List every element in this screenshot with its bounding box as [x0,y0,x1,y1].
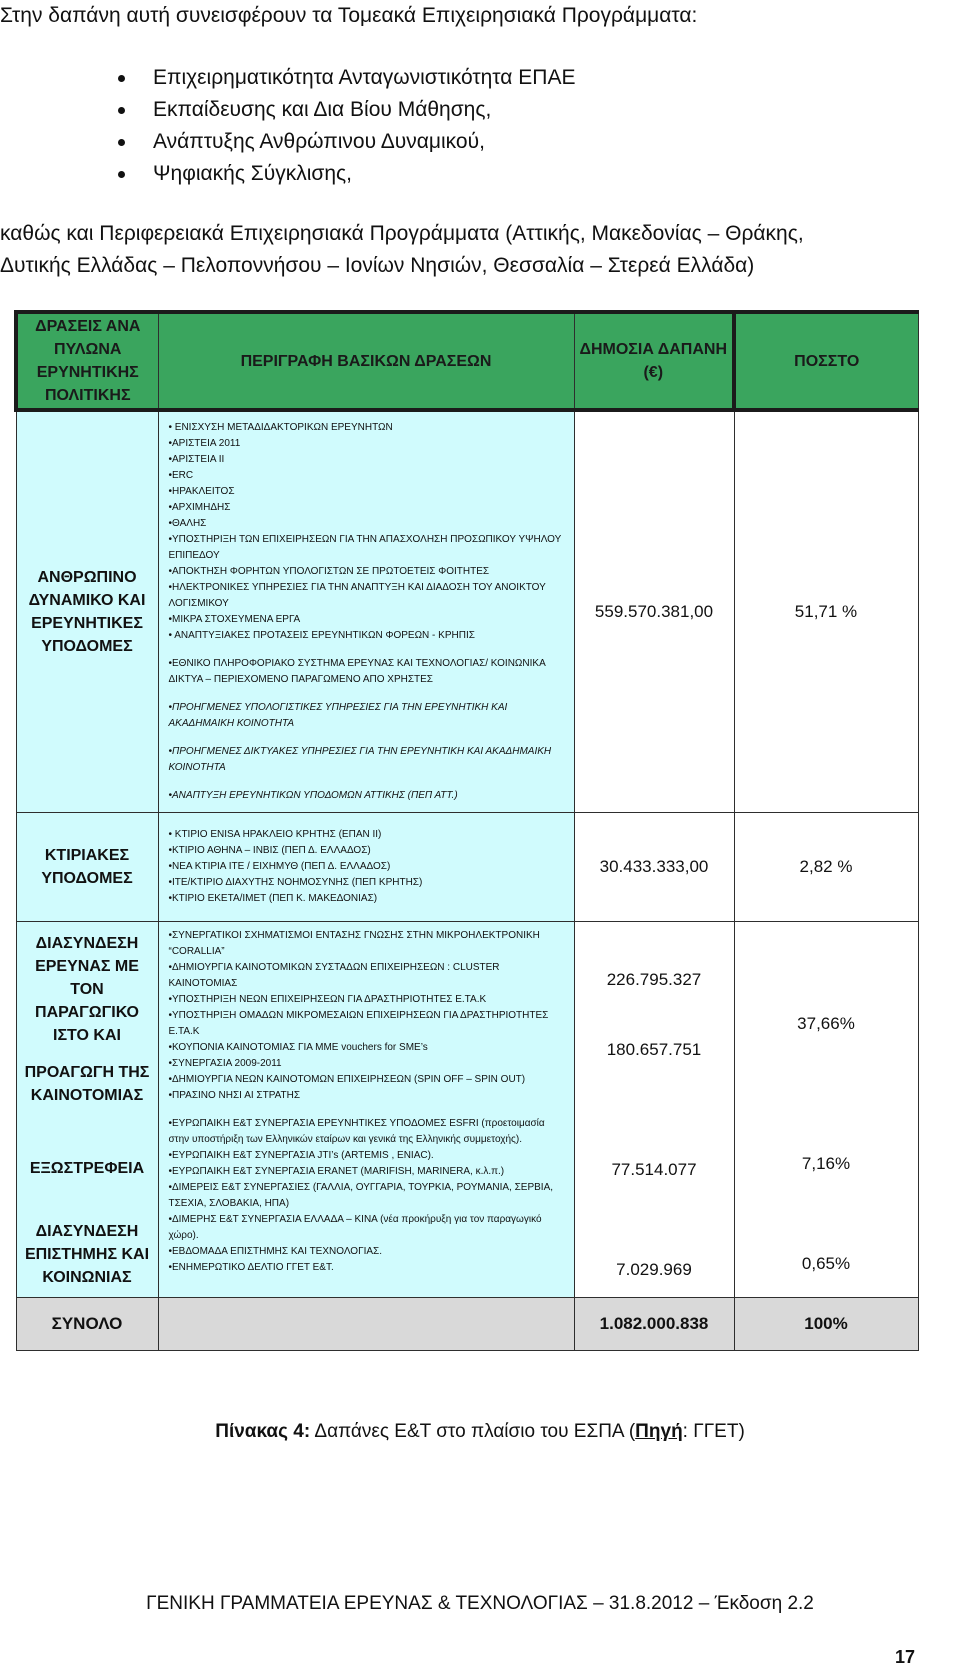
list-item: Επιχειρηματικότητα Ανταγωνιστικότητα ΕΠΑΕ [115,62,575,94]
total-row [16,1298,918,1351]
action-item: •ΚΤΙΡΙΟ ΑΘΗΝΑ – ΙΝΒΙΣ (ΠΕΠ Δ. ΕΛΛΑΔΟΣ) [168,845,371,856]
header-public-spend: ΔΗΜΟΣΙΑ ΔΑΠΑΝΗ (€) [574,312,734,410]
table-caption [0,1421,960,1443]
action-item: •ΘΑΛΗΣ [168,518,207,529]
percent-cell: 2,82 % [734,813,918,922]
action-item: •ΕΒΔΟΜΑΔΑ ΕΠΙΣΤΗΜΗΣ ΚΑΙ ΤΕΧΝΟΛΟΓΙΑΣ. [168,1246,383,1257]
action-item: •ΗΡΑΚΛΕΙΤΟΣ [168,486,235,497]
list-item: Εκπαίδευσης και Δια Βίου Μάθησης, [115,94,575,126]
action-item: •ΜΙΚΡΑ ΣΤΟΧΕΥΜΕΝΑ ΕΡΓΑ [168,614,301,625]
table-header-row [16,312,918,410]
page-number: 17 [895,1647,916,1667]
table-row [16,813,918,922]
action-item: •ΑΡΙΣΤΕΙΑ 2011 [168,438,241,449]
total-description [158,1298,574,1351]
pillar-label: ΔΙΑΣΥΝΔΕΣΗ ΕΠΙΣΤΗΜΗΣ ΚΑΙ ΚΟΙΝΩΝΙΑΣ [24,1223,150,1286]
amount-cell: 30.433.333,00 [574,813,734,922]
paragraph-line: καθώς και Περιφερειακά Επιχειρησιακά Προγράμματα (Αττικής, Μακεδονίας – Θράκης, [0,222,804,245]
action-item: •ΠΡΑΣΙΝΟ ΝΗΣΙ ΑΙ ΣΤΡΑΤΗΣ [168,1090,301,1101]
action-item: •ERC [168,470,194,481]
intro-text: Στην δαπάνη αυτή συνεισφέρουν τα Τομεακά Επιχειρησιακά Προγράμματα: [0,4,698,27]
amount-value: 226.795.327 [606,970,702,989]
description-cell [158,813,574,922]
table-row [16,410,918,813]
action-item: •ΚΤΙΡΙΟ ΕΚΕΤΑ/ΙΜΕΤ (ΠΕΠ Κ. ΜΑΚΕΔΟΝΙΑΣ) [168,893,378,904]
description-cell [158,410,574,813]
action-item: •ΥΠΟΣΤΗΡΙΞΗ ΤΩΝ ΕΠΙΧΕΙΡΗΣΕΩΝ ΓΙΑ ΤΗΝ ΑΠΑΣΧΟΛΗΣΗ ΠΡΟΣΩΠΙΚΟΥ ΥΨΗΛΟΥ ΕΠΙΠΕΔΟΥ [168,534,562,561]
caption-text: Δαπάνες Ε&Τ στο πλαίσιο του ΕΣΠΑ ( [310,1421,636,1442]
action-item: • ΕΝΙΣΧΥΣΗ ΜΕΤΑΔΙΔΑΚΤΟΡΙΚΩΝ ΕΡΕΥΝΗΤΩΝ [168,422,393,433]
pillar-label: ΔΙΑΣΥΝΔΕΣΗ ΕΡΕΥΝΑΣ ΜΕ ΤΟΝ ΠΑΡΑΓΩΓΙΚΟ ΙΣΤΟ ΚΑΙ [35,935,139,1044]
pillar-label: ΠΡΟΑΓΩΓΗ ΤΗΣ ΚΑΙΝΟΤΟΜΙΑΣ [24,1064,150,1104]
action-item: •ΔΗΜΙΟΥΡΓΙΑ ΚΑΙΝΟΤΟΜΙΚΩΝ ΣΥΣΤΑΔΩΝ ΕΠΙΧΕΙΡΗΣΕΩΝ : CLUSTER ΚΑΙΝΟΤΟΜΙΑΣ [168,962,500,989]
total-label: ΣΥΝΟΛΟ [16,1298,158,1351]
pillar-cell [16,922,158,1298]
action-item: •ΠΡΟΗΓΜΕΝΕΣ ΥΠΟΛΟΓΙΣΤΙΚΕΣ ΥΠΗΡΕΣΙΕΣ ΓΙΑ ΤΗΝ ΕΡΕΥΝΗΤΙΚΗ ΚΑΙ ΑΚΑΔΗΜΑΙΚΗ ΚΟΙΝΟΤΗΤΑ [168,702,508,729]
amount-cell: 559.570.381,00 [574,410,734,813]
amount-cell [574,922,734,1298]
action-item: •ΙΤΕ/ΚΤΙΡΙΟ ΔΙΑΧΥΤΗΣ ΝΟΗΜΟΣΥΝΗΣ (ΠΕΠ ΚΡΗΤΗΣ) [168,877,423,888]
percent-value: 7,16% [801,1154,851,1173]
action-item: •ΑΡΧΙΜΗΔΗΣ [168,502,231,513]
list-item: Ανάπτυξης Ανθρώπινου Δυναμικού, [115,126,575,158]
description-cell [158,922,574,1298]
percent-cell [734,922,918,1298]
action-item: •ΑΝΑΠΤΥΞΗ ΕΡΕΥΝΗΤΙΚΩΝ ΥΠΟΔΟΜΩΝ ΑΤΤΙΚΗΣ (ΠΕΠ ΑΤΤ.) [168,790,458,801]
caption-source-label: Πηγή [635,1421,683,1442]
total-percent: 100% [734,1298,918,1351]
pillar-cell: ΑΝΘΡΩΠΙΝΟ ΔΥΝΑΜΙΚΟ ΚΑΙ ΕΡΕΥΝΗΤΙΚΕΣ ΥΠΟΔΟΜΕΣ [16,410,158,813]
action-item: •ΣΥΝΕΡΓΑΣΙΑ 2009-2011 [168,1058,282,1069]
spending-table [14,310,919,1351]
action-item: •ΔΙΜΕΡΗΣ Ε&Τ ΣΥΝΕΡΓΑΣΙΑ ΕΛΛΑΔΑ – ΚΙΝΑ (νέα προκήρυξη για τον παραγωγικό χώρο). [168,1214,542,1241]
amount-value: 7.029.969 [616,1260,692,1279]
action-item: •ΕΥΡΩΠΑΙΚΗ Ε&Τ ΣΥΝΕΡΓΑΣΙΑ JTI’s (ARTEMIS , ENIAC). [168,1150,434,1161]
amount-value: 77.514.077 [611,1160,697,1179]
header-description: ΠΕΡΙΓΡΑΦΗ ΒΑΣΙΚΩΝ ΔΡΑΣΕΩΝ [158,312,574,410]
pillar-label: ΕΞΩΣΤΡΕΦΕΙΑ [29,1160,145,1177]
action-item: • ΚΤΙΡΙΟ ENISA ΗΡΑΚΛΕΙΟ ΚΡΗΤΗΣ (ΕΠΑΝ ΙΙ) [168,829,382,840]
list-item: Ψηφιακής Σύγκλισης, [115,158,575,190]
action-item: •ΥΠΟΣΤΗΡΙΞΗ ΝΕΩΝ ΕΠΙΧΕΙΡΗΣΕΩΝ ΓΙΑ ΔΡΑΣΤΗΡΙΟΤΗΤΕΣ Ε.ΤΑ.Κ [168,994,487,1005]
percent-value: 0,65% [801,1254,851,1273]
program-list [115,62,575,190]
action-item: •ΣΥΝΕΡΓΑΤΙΚΟΙ ΣΧΗΜΑΤΙΣΜΟΙ ΕΝΤΑΣΗΣ ΓΝΩΣΗΣ ΣΤΗΝ ΜΙΚΡΟΗΛΕΚΤΡΟΝΙΚΗ “CORALLIA” [168,930,540,957]
caption-source: : ΓΓΕΤ) [682,1421,745,1442]
action-item: • ΑΝΑΠΤΥΞΙΑΚΕΣ ΠΡΟΤΑΣΕΙΣ ΕΡΕΥΝΗΤΙΚΩΝ ΦΟΡΕΩΝ - ΚΡΗΠΙΣ [168,630,475,641]
table-row [16,922,918,1298]
action-item: •ΕΝΗΜΕΡΩΤΙΚΟ ΔΕΛΤΙΟ ΓΓΕΤ Ε&Τ. [168,1262,334,1273]
total-amount: 1.082.000.838 [574,1298,734,1351]
action-item: •ΔΙΜΕΡΕΙΣ Ε&Τ ΣΥΝΕΡΓΑΣΙΕΣ (ΓΑΛΛΙΑ, ΟΥΓΓΑΡΙΑ, ΤΟΥΡΚΙΑ, ΡΟΥΜΑΝΙΑ, ΣΕΡΒΙΑ, ΤΣΕΧΙΑ, ΣΛΟΒΑΚΙΑ, ΗΠΑ) [168,1182,554,1209]
action-item: •ΕΥΡΩΠΑΙΚΗ Ε&Τ ΣΥΝΕΡΓΑΣΙΑ ΕΡΕΥΝΗΤΙΚΕΣ ΥΠΟΔΟΜΕΣ ESFRI (προετοιμασία στην υποστήριξη των Ελληνικών εταίρων και γενικά της Ελληνικής συμμετοχής). [168,1118,545,1145]
regional-programs-paragraph [0,218,960,282]
action-item: •ΝΕΑ ΚΤΙΡΙΑ ΙΤΕ / ΕΙΧΗΜΥΘ (ΠΕΠ Δ. ΕΛΛΑΔΟΣ) [168,861,391,872]
percent-value: 37,66% [797,1014,855,1033]
action-item: •ΗΛΕΚΤΡΟΝΙΚΕΣ ΥΠΗΡΕΣΙΕΣ ΓΙΑ ΤΗΝ ΑΝΑΠΤΥΞΗ ΚΑΙ ΔΙΑΔΟΣΗ ΤΟΥ ΑΝΟΙΚΤΟΥ ΛΟΓΙΣΜΙΚΟΥ [168,582,546,609]
amount-value: 180.657.751 [606,1040,702,1059]
percent-cell: 51,71 % [734,410,918,813]
action-item: •ΑΡΙΣΤΕΙΑ ΙΙ [168,454,225,465]
paragraph-line: Δυτικής Ελλάδας – Πελοποννήσου – Ιονίων Νησιών, Θεσσαλία – Στερεά Ελλάδα) [0,254,755,277]
action-item: •ΠΡΟΗΓΜΕΝΕΣ ΔΙΚΤΥΑΚΕΣ ΥΠΗΡΕΣΙΕΣ ΓΙΑ ΤΗΝ ΕΡΕΥΝΗΤΙΚΗ ΚΑΙ ΑΚΑΔΗΜΑΙΚΗ ΚΟΙΝΟΤΗΤΑ [168,746,552,773]
action-item: •ΥΠΟΣΤΗΡΙΞΗ ΟΜΑΔΩΝ ΜΙΚΡΟΜΕΣΑΙΩΝ ΕΠΙΧΕΙΡΗΣΕΩΝ ΓΙΑ ΔΡΑΣΤΗΡΙΟΤΗΤΕΣ Ε.ΤΑ.Κ [168,1010,549,1037]
pillar-cell: ΚΤΙΡΙΑΚΕΣ ΥΠΟΔΟΜΕΣ [16,813,158,922]
caption-label: Πίνακας 4: [215,1421,311,1442]
header-percent: ΠΟΣΣΤΟ [734,312,918,410]
action-item: •ΔΗΜΙΟΥΡΓΙΑ ΝΕΩΝ ΚΑΙΝΟΤΟΜΩΝ ΕΠΙΧΕΙΡΗΣΕΩΝ (SPIN OFF – SPIN OUT) [168,1074,526,1085]
page-footer: ΓΕΝΙΚΗ ΓΡΑΜΜΑΤΕΙΑ ΕΡΕΥΝΑΣ & ΤΕΧΝΟΛΟΓΙΑΣ – 31.8.2012 – Έκδοση 2.2 [146,1593,814,1614]
action-item: •ΑΠΟΚΤΗΣΗ ΦΟΡΗΤΩΝ ΥΠΟΛΟΓΙΣΤΩΝ ΣΕ ΠΡΩΤΟΕΤΕΙΣ ΦΟΙΤΗΤΕΣ [168,566,490,577]
action-item: •ΕΥΡΩΠΑΙΚΗ Ε&Τ ΣΥΝΕΡΓΑΣΙΑ ERANET (MARIFISH, MARINERA, κ.λ.π.) [168,1166,505,1177]
header-pillar: ΔΡΑΣΕΙΣ ΑΝΑ ΠΥΛΩΝΑ ΕΡΥΝΗΤΙΚΗΣ ΠΟΛΙΤΙΚΗΣ [16,312,158,410]
action-item: •ΕΘΝΙΚΟ ΠΛΗΡΟΦΟΡΙΑΚΟ ΣΥΣΤΗΜΑ ΕΡΕΥΝΑΣ ΚΑΙ ΤΕΧΝΟΛΟΓΙΑΣ/ ΚΟΙΝΩΝΙΚΑ ΔΙΚΤΥΑ – ΠΕΡΙΕΧΟΜΕΝΟ ΠΑΡΑΓΩΜΕΝΟ ΑΠΟ ΧΡΗΣΤΕΣ [168,658,546,685]
action-item: •ΚΟΥΠΟΝΙΑ ΚΑΙΝΟΤΟΜΙΑΣ ΓΙΑ ΜΜΕ vouchers for SME’s [168,1042,428,1053]
